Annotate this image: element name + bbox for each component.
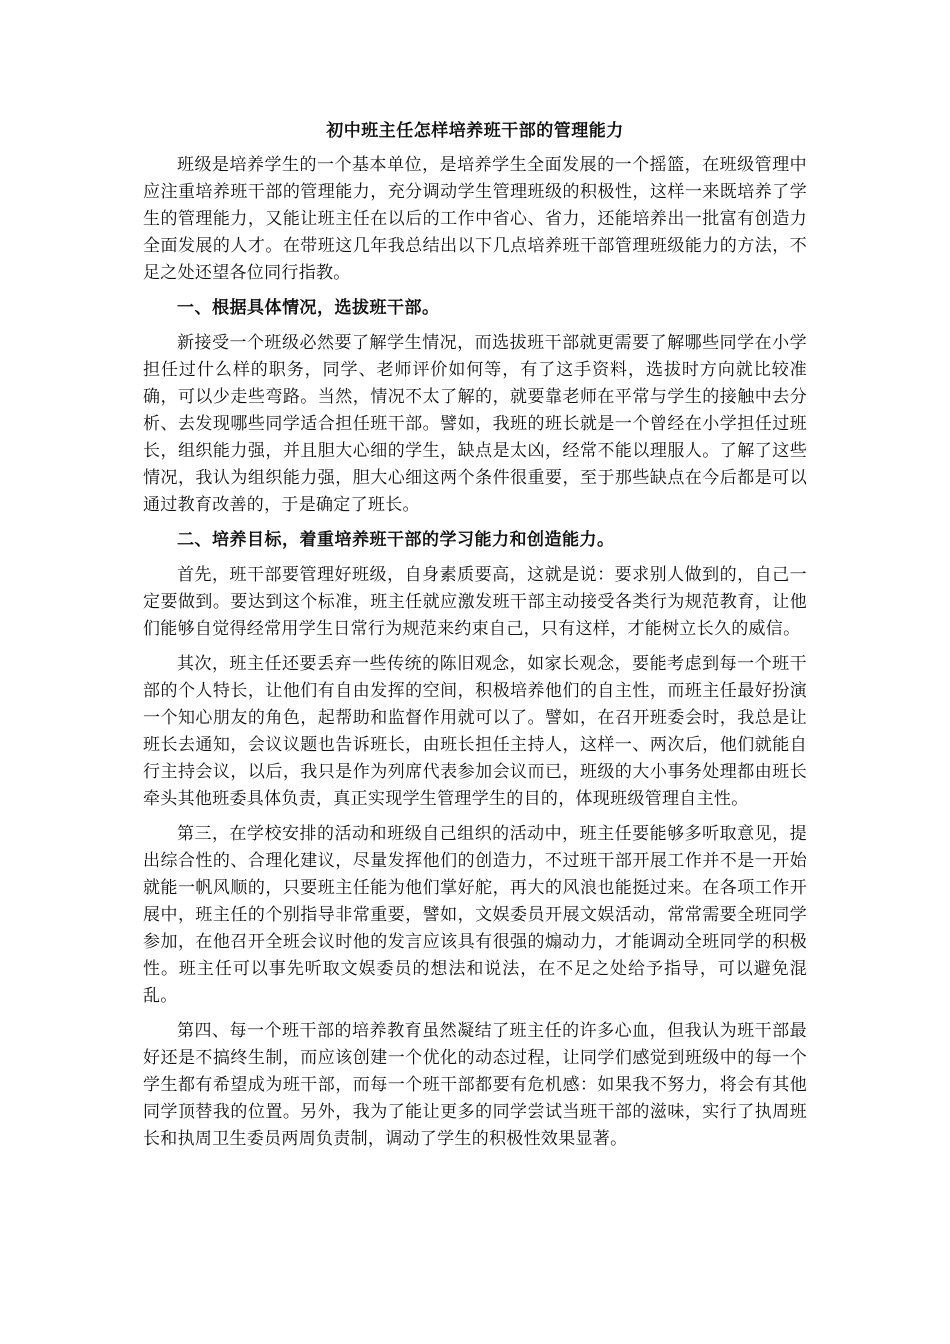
section-2-paragraph-3: 第三，在学校安排的活动和班级自己组织的活动中，班主任要能够多听取意见，提出综合性的、合理化建议，尽量发挥他们的创造力，不过班干部开展工作并不是一开始就能一帆风顺的，只要班主任能为他们掌好舵，再大的风浪也能挺过来。在各项工作开展中，班主任的个别指导非常重要，譬如，文娱委员开展文娱活动，常常需要全班同学参加，在他召开全班会议时他的发言应该具有很强的煽动力，才能调动全班同学的积极性。班主任可以事先听取文娱委员的想法和说法，在不足之处给予指导，可以避免混乱。 [143, 824, 807, 1006]
section-2-paragraph-4: 第四、每一个班干部的培养教育虽然凝结了班主任的许多心血，但我认为班干部最好还是不搞终生制，而应该创建一个优化的动态过程，让同学们感觉到班级中的每一个学生都有希望成为班干部，而每一个班干部都要有危机感：如果我不努力，将会有其他同学顶替我的位置。另外，我为了能让更多的同学尝试当班干部的滋味，实行了执周班长和执周卫生委员两周负责制，调动了学生的积极性效果显著。 [143, 1021, 807, 1149]
section-2-paragraph-2: 其次，班主任还要丢弃一些传统的陈旧观念，如家长观念，要能考虑到每一个班干部的个人特长，让他们有自由发挥的空间，积极培养他们的自主性，而班主任最好扮演一个知心朋友的角色，起帮助和监督作用就可以了。譬如，在召开班委会时，我总是让班长去通知，会议议题也告诉班长，由班长担任主持人，这样一、两次后，他们就能自行主持会议，以后，我只是作为列席代表参加会议而已，班级的大小事务处理都由班长牵头其他班委具体负责，真正实现学生管理学生的目的，体现班级管理自主性。 [143, 654, 807, 809]
document-title: 初中班主任怎样培养班干部的管理能力 [326, 121, 624, 141]
section-1-heading: 一、根据具体情况，选拔班干部。 [177, 298, 440, 318]
section-1-paragraph: 新接受一个班级必然要了解学生情况，而选拔班干部就更需要了解哪些同学在小学担任过什么样的职务，同学、老师评价如何等，有了这手资料，选拔时方向就比较准确，可以少走些弯路。当然，情况不太了解的，就要靠老师在平常与学生的接触中去分析、去发现哪些同学适合担任班干部。譬如，我班的班长就是一个曾经在小学担任过班长，组织能力强，并且胆大心细的学生，缺点是太凶，经常不能以理服人。了解了这些情况，我认为组织能力强，胆大心细这两个条件很重要，至于那些缺点在今后都是可以通过教育改善的，于是确定了班长。 [143, 333, 807, 515]
section-2-heading: 二、培养目标，着重培养班干部的学习能力和创造能力。 [177, 530, 615, 550]
section-2-paragraph-1: 首先，班干部要管理好班级，自身素质要高，这就是说：要求别人做到的，自己一定要做到。要达到这个标准，班主任就应激发班干部主动接受各类行为规范教育，让他们能够自觉得经常用学生日常行为规范来约束自己，只有这样，才能树立长久的威信。 [143, 565, 807, 639]
intro-paragraph: 班级是培养学生的一个基本单位，是培养学生全面发展的一个摇篮，在班级管理中应注重培养班干部的管理能力，充分调动学生管理班级的积极性，这样一来既培养了学生的管理能力，又能让班主任在以后的工作中省心、省力，还能培养出一批富有创造力全面发展的人才。在带班这几年我总结出以下几点培养班干部管理班级能力的方法，不足之处还望各位同行指教。 [143, 155, 807, 283]
document-page [143, 118, 807, 1161]
